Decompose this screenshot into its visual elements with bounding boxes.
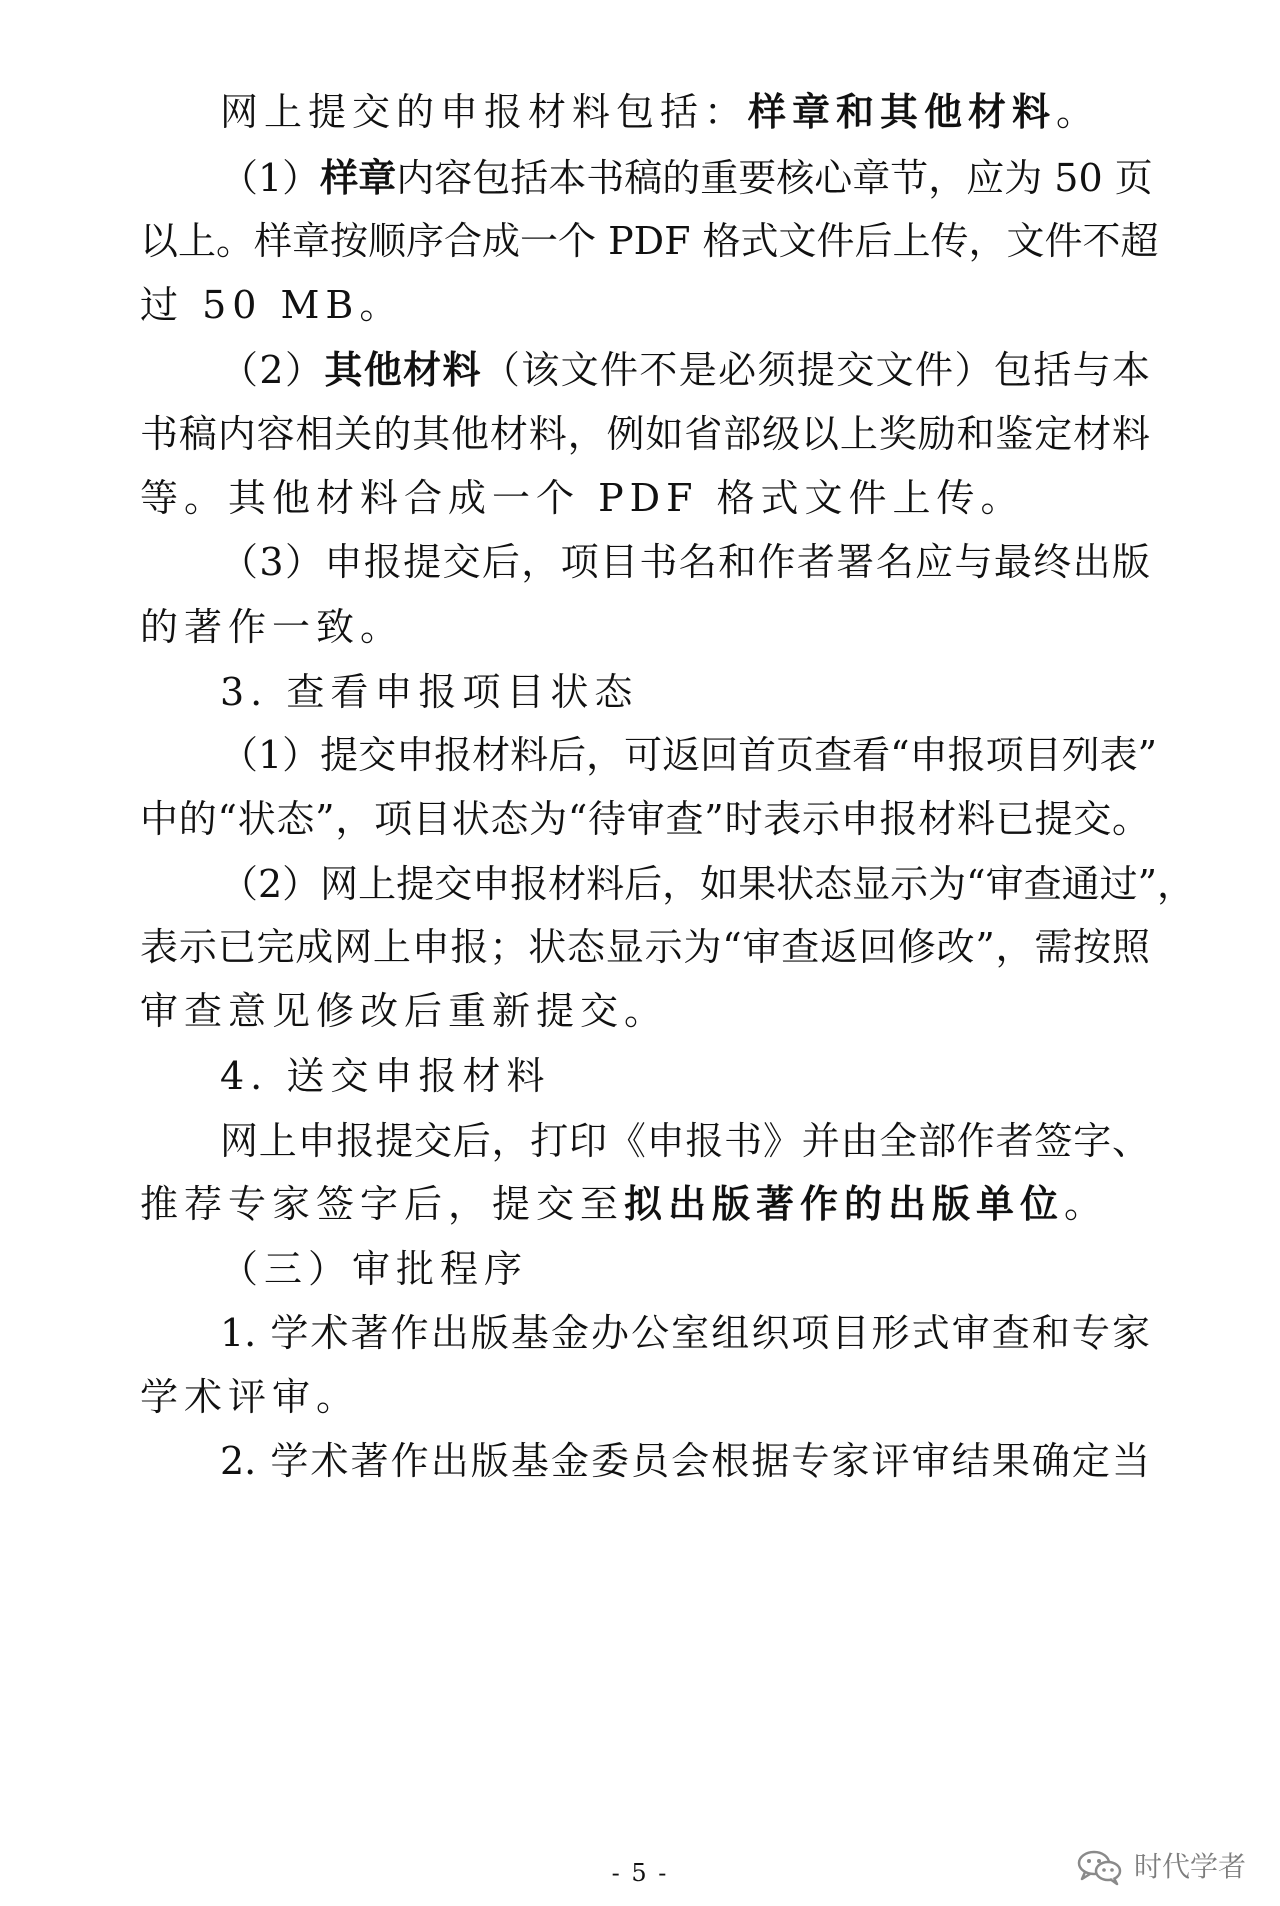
body-text: （3）申报提交后，项目书名和作者署名应与最终出版	[220, 540, 1150, 584]
body-line	[220, 538, 1150, 586]
body-line	[140, 923, 1150, 971]
body-line	[140, 795, 1150, 843]
body-line	[140, 1373, 1150, 1421]
emphasis-text: 其他材料	[324, 347, 482, 392]
body-text: 学术评审。	[140, 1375, 361, 1419]
body-text: 表示已完成网上申报；状态显示为“审查返回修改”，需按照	[140, 925, 1150, 969]
body-line	[220, 154, 1153, 202]
body-line	[140, 410, 1150, 458]
body-line	[220, 860, 1196, 908]
body-line	[220, 1052, 1230, 1100]
emphasis-text: 样章和其他材料	[748, 89, 1057, 134]
body-text: 内容包括本书稿的重要核心章节，应为 50 页	[396, 156, 1153, 200]
body-line	[220, 1437, 1150, 1485]
body-text: （1）提交申报材料后，可返回首页查看“申报项目列表”	[220, 733, 1158, 777]
watermark-text: 时代学者	[1133, 1850, 1246, 1883]
body-text: （该文件不是必须提交文件）包括与本	[481, 348, 1150, 392]
body-line	[220, 1245, 1230, 1293]
body-text: 书稿内容相关的其他材料，例如省部级以上奖励和鉴定材料	[140, 412, 1150, 456]
body-line	[140, 987, 1150, 1035]
body-line	[220, 1309, 1150, 1357]
body-text: 3. 查看申报项目状态	[220, 670, 639, 714]
body-text: 审查意见修改后重新提交。	[140, 989, 669, 1033]
body-line	[220, 1117, 1150, 1165]
body-text: 1. 学术著作出版基金办公室组织项目形式审查和专家	[220, 1311, 1150, 1355]
emphasis-text: 拟出版著作的出版单位	[624, 1181, 1065, 1226]
body-line	[220, 346, 1150, 394]
body-line	[140, 1180, 1150, 1228]
body-text: 2. 学术著作出版基金委员会根据专家评审结果确定当	[220, 1439, 1150, 1483]
wechat-icon	[1076, 1848, 1124, 1886]
body-text: 推荐专家签字后，提交至	[140, 1182, 625, 1226]
body-line	[140, 603, 1150, 651]
body-text: 中的“状态”，项目状态为“待审查”时表示申报材料已提交。	[140, 797, 1150, 841]
body-text: 4. 送交申报材料	[220, 1054, 551, 1098]
body-text: （2）网上提交申报材料后，如果状态显示为“审查通过”，	[220, 862, 1196, 906]
body-text: （三）审批程序	[220, 1247, 529, 1291]
body-line	[140, 281, 1150, 329]
body-line	[220, 731, 1158, 779]
body-text: 以上。样章按顺序合成一个 PDF 格式文件后上传，文件不超	[140, 219, 1159, 263]
body-text: 。	[1064, 1182, 1109, 1226]
body-text: 网上提交的申报材料包括：	[220, 90, 749, 134]
body-text: 。	[1056, 90, 1101, 134]
body-text: （1）	[220, 156, 321, 200]
watermark	[1076, 1848, 1246, 1886]
body-line	[220, 88, 1230, 136]
body-line	[140, 217, 1159, 265]
body-text: 网上申报提交后，打印《申报书》并由全部作者签字、	[220, 1119, 1150, 1163]
page-number: - 5 -	[611, 1859, 669, 1887]
body-line	[220, 668, 1230, 716]
body-text: 过 50 MB。	[140, 283, 404, 327]
body-text: 等。其他材料合成一个 PDF 格式文件上传。	[140, 476, 1025, 520]
body-text: 的著作一致。	[140, 605, 405, 649]
body-text: （2）	[220, 348, 325, 392]
body-line	[140, 474, 1150, 522]
emphasis-text: 样章	[320, 155, 397, 200]
